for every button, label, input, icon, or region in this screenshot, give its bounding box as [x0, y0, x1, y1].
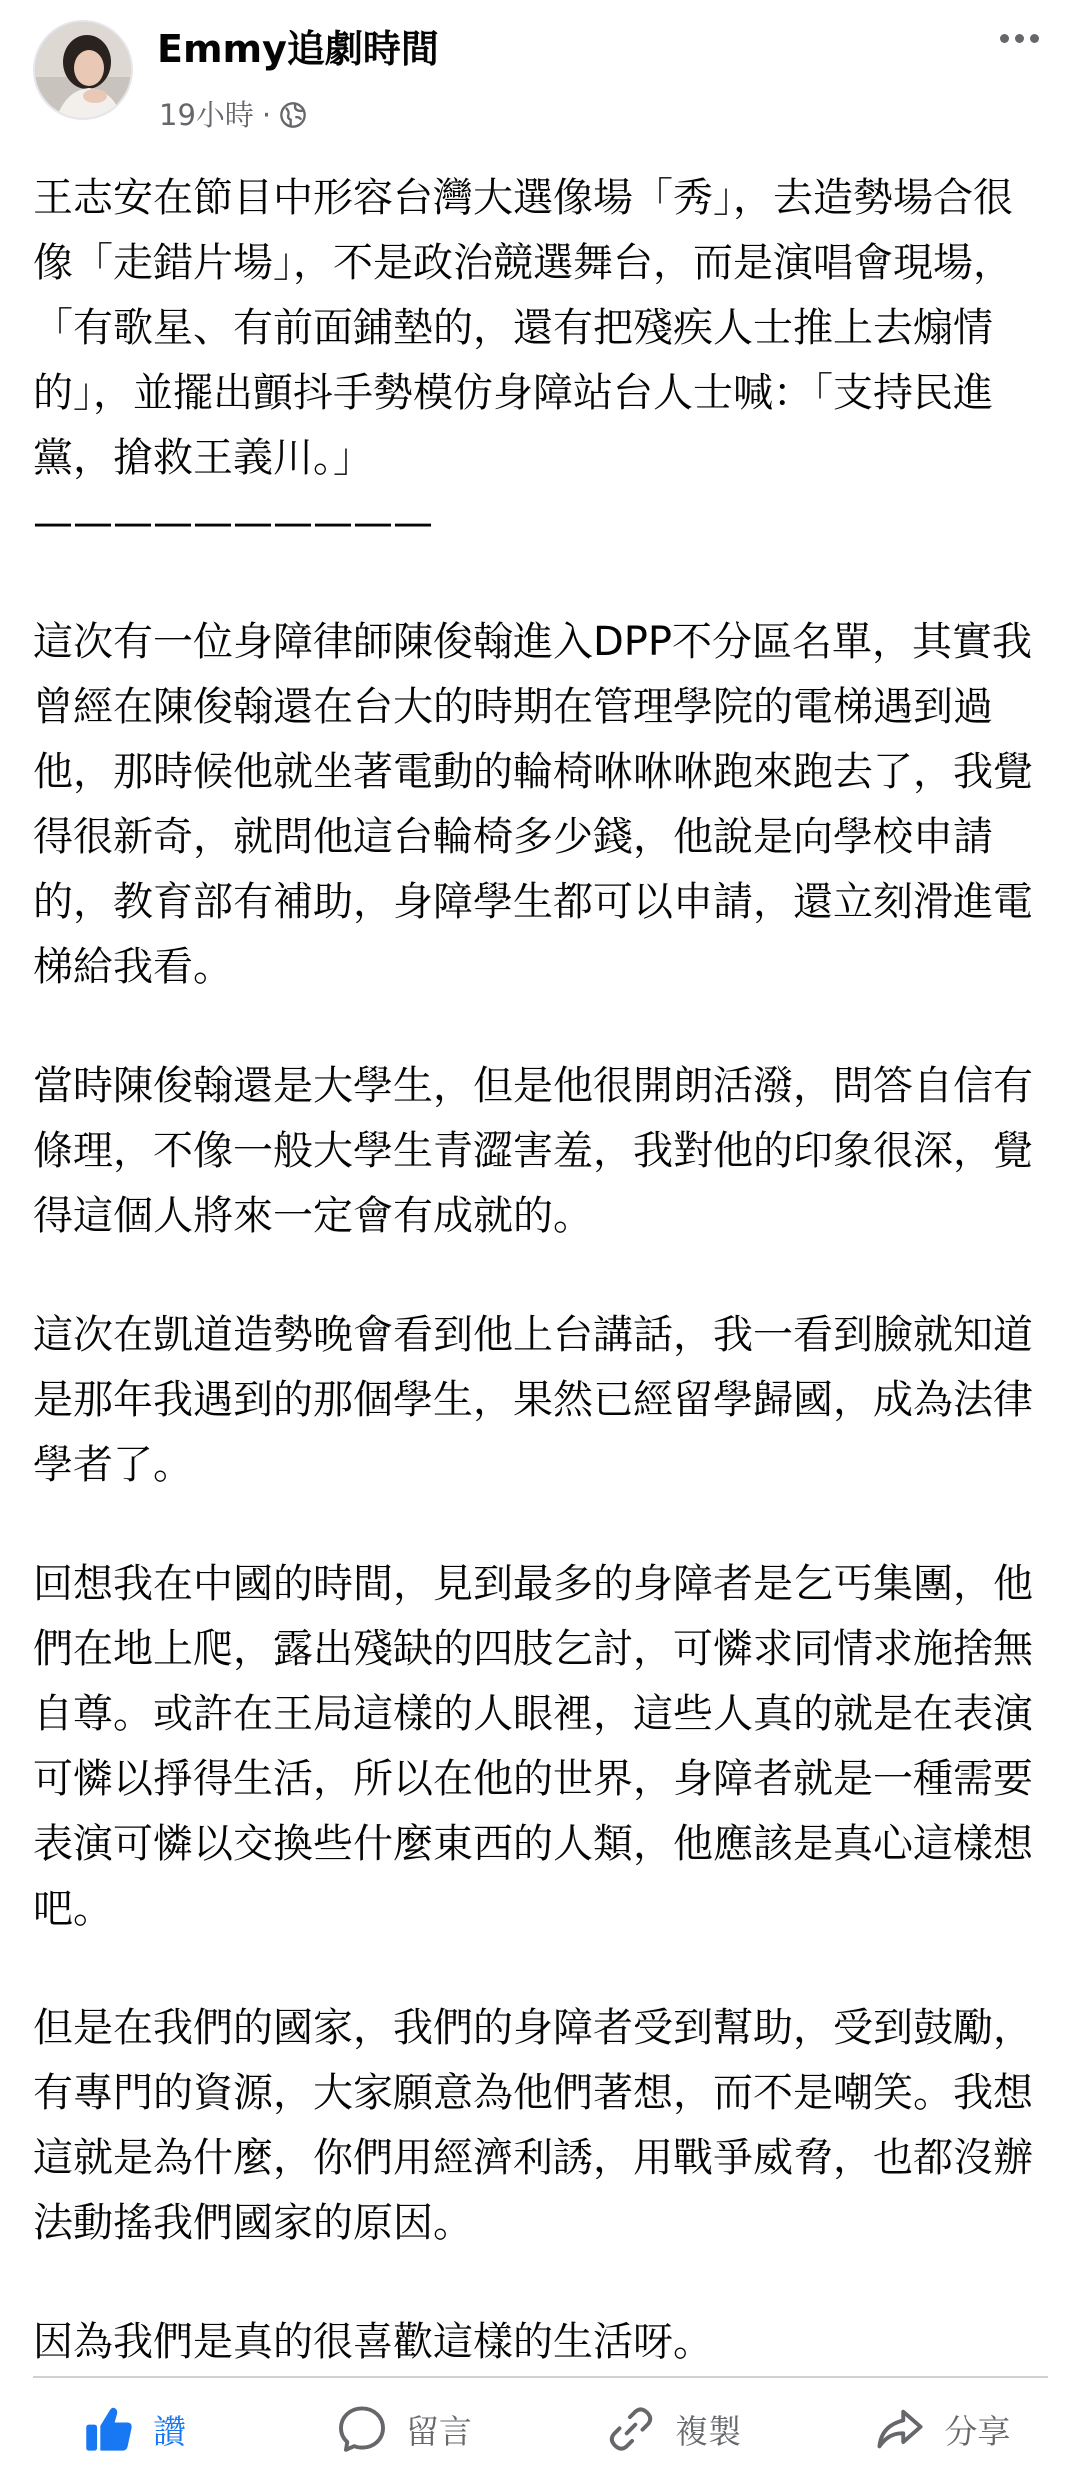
like-button[interactable]	[0, 2380, 269, 2478]
meta-separator: ·	[261, 98, 272, 132]
author-name[interactable]: Emmy追劇時間	[157, 27, 439, 71]
copy-button[interactable]	[539, 2380, 808, 2478]
post-time[interactable]: 19小時	[159, 98, 254, 132]
share-label: 分享	[944, 2411, 1011, 2451]
post-action-bar	[0, 2380, 1077, 2478]
avatar[interactable]	[33, 20, 133, 120]
post-meta	[159, 95, 307, 135]
action-divider	[33, 2376, 1048, 2378]
post-paragraph: 王志安在節目中形容台灣大選像場「秀」，去造勢場合很像「走錯片場」，不是政治競選舞台，而是演唱會現場，「有歌星、有前面鋪墊的，還有把殘疾人士推上去煽情的」，並擺出顫抖手勢模仿身障站台人士喊：「支持民進黨，搶救王義川。」 ——————————	[33, 175, 1013, 546]
thumbs-up-icon	[83, 2403, 135, 2455]
comment-icon	[336, 2403, 388, 2455]
copy-label: 複製	[675, 2411, 742, 2451]
post-paragraph: 這次有一位身障律師陳俊翰進入DPP不分區名單，其實我曾經在陳俊翰還在台大的時期在管理學院的電梯遇到過他，那時候他就坐著電動的輪椅咻咻咻跑來跑去了，我覺得很新奇，就問他這台輪椅多少錢，他說是向學校申請的，教育部有補助，身障學生都可以申請，還立刻滑進電梯給我看。	[33, 619, 1033, 990]
post-paragraph: 這次在凱道造勢晚會看到他上台講話，我一看到臉就知道是那年我遇到的那個學生，果然已經留學歸國，成為法律學者了。	[33, 1312, 1033, 1488]
globe-icon	[279, 101, 307, 129]
avatar-photo	[35, 22, 133, 120]
post-paragraph: 因為我們是真的很喜歡這樣的生活呀。	[33, 2319, 713, 2365]
like-label: 讚	[153, 2411, 187, 2451]
share-arrow-icon	[874, 2403, 926, 2455]
post-paragraph: 回想我在中國的時間，見到最多的身障者是乞丐集團，他們在地上爬，露出殘缺的四肢乞討，可憐求同情求施捨無自尊。或許在王局這樣的人眼裡，這些人真的就是在表演可憐以掙得生活，所以在他的世界，身障者就是一種需要表演可憐以交換些什麼東西的人類，他應該是真心這樣想吧。	[33, 1561, 1033, 1932]
link-icon	[605, 2403, 657, 2455]
share-button[interactable]	[808, 2380, 1077, 2478]
more-dots-icon[interactable]	[989, 18, 1049, 58]
post-content	[33, 166, 1048, 2375]
comment-button[interactable]	[269, 2380, 538, 2478]
comment-label: 留言	[405, 2411, 472, 2451]
post-paragraph: 當時陳俊翰還是大學生，但是他很開朗活潑，問答自信有條理，不像一般大學生青澀害羞，我對他的印象很深，覺得這個人將來一定會有成就的。	[33, 1063, 1033, 1239]
post-header	[33, 18, 1057, 130]
post-paragraph: 但是在我們的國家，我們的身障者受到幫助，受到鼓勵，有專門的資源，大家願意為他們著想，而不是嘲笑。我想這就是為什麼，你們用經濟利誘，用戰爭威脅，也都沒辦法動搖我們國家的原因。	[33, 2005, 1033, 2246]
